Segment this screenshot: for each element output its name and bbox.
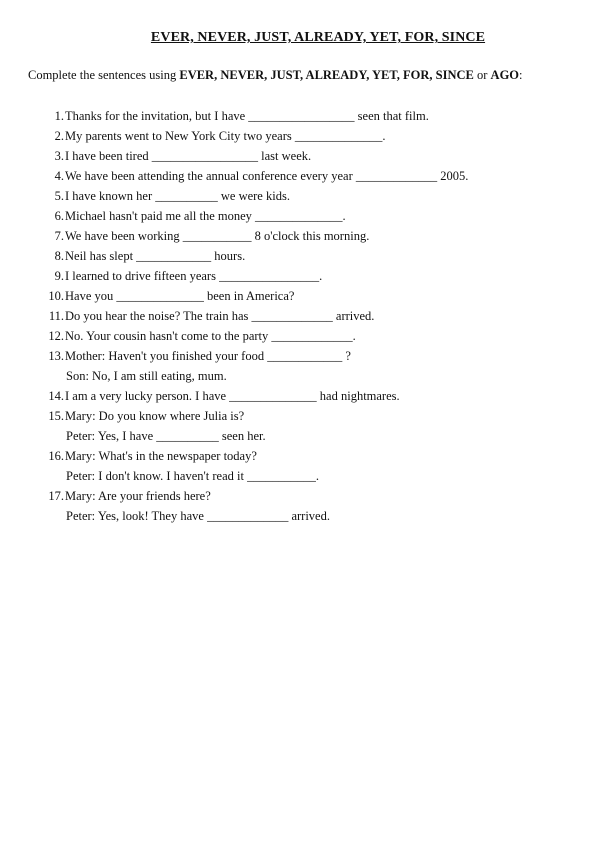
exercise-number: 16. <box>48 449 64 463</box>
exercise-item <box>44 486 564 506</box>
exercise-sentence: Peter: I don't know. I haven't read it ___________. <box>66 469 319 483</box>
exercise-number: 15. <box>48 409 64 423</box>
exercise-number: 8. <box>54 249 64 263</box>
exercise-number: 3. <box>54 149 64 163</box>
exercise-sentence: Do you hear the noise? The train has _____________ arrived. <box>65 309 375 323</box>
exercise-item <box>44 146 564 166</box>
exercise-sentence: Mary: Are your friends here? <box>65 489 211 503</box>
exercise-sentence: No. Your cousin hasn't come to the party _____________. <box>65 329 356 343</box>
exercise-item <box>44 226 564 246</box>
exercise-item-continuation <box>44 426 564 446</box>
exercise-sentence: I have been tired _________________ last week. <box>65 149 312 163</box>
exercise-sentence: We have been working ___________ 8 o'clock this morning. <box>65 229 370 243</box>
exercise-item <box>44 386 564 406</box>
instructions-suffix: : <box>519 68 523 82</box>
exercise-sentence: Have you ______________ been in America? <box>65 289 295 303</box>
exercise-item <box>44 266 564 286</box>
exercise-item <box>44 166 564 186</box>
exercise-number: 14. <box>48 389 64 403</box>
exercise-list <box>44 106 564 526</box>
exercise-sentence: Mary: What's in the newspaper today? <box>65 449 257 463</box>
exercise-item <box>44 406 564 426</box>
exercise-number: 12. <box>48 329 64 343</box>
page-title: EVER, NEVER, JUST, ALREADY, YET, FOR, SINCE <box>150 30 486 45</box>
exercise-number: 9. <box>54 269 64 283</box>
exercise-number: 5. <box>54 189 64 203</box>
exercise-number: 17. <box>48 489 64 503</box>
exercise-number: 7. <box>54 229 64 243</box>
exercise-sentence: I am a very lucky person. I have ______________ had nightmares. <box>65 389 400 403</box>
instructions-connector: or <box>473 68 491 82</box>
exercise-sentence: Thanks for the invitation, but I have _________________ seen that film. <box>65 109 429 123</box>
exercise-item <box>44 306 564 326</box>
exercise-number: 10. <box>48 289 64 303</box>
exercise-item <box>44 346 564 366</box>
exercise-sentence: Michael hasn't paid me all the money ______________. <box>65 209 346 223</box>
instructions-prefix: Complete the sentences using <box>28 68 180 82</box>
exercise-number: 1. <box>54 109 64 123</box>
exercise-number: 4. <box>54 169 64 183</box>
exercise-sentence: Peter: Yes, look! They have _____________ arrived. <box>66 509 330 523</box>
exercise-number: 13. <box>48 349 64 363</box>
instructions <box>28 68 523 83</box>
exercise-sentence: We have been attending the annual conference every year _____________ 2005. <box>65 169 469 183</box>
exercise-sentence: Son: No, I am still eating, mum. <box>66 369 227 383</box>
exercise-item-continuation <box>44 506 564 526</box>
instructions-last-keyword: AGO <box>490 68 520 82</box>
exercise-item-continuation <box>44 366 564 386</box>
exercise-item <box>44 206 564 226</box>
instructions-keywords: EVER, NEVER, JUST, ALREADY, YET, FOR, SINCE <box>179 68 474 82</box>
exercise-number: 6. <box>54 209 64 223</box>
exercise-number: 11. <box>48 309 64 323</box>
exercise-item <box>44 106 564 126</box>
exercise-sentence: Neil has slept ____________ hours. <box>65 249 246 263</box>
exercise-item <box>44 446 564 466</box>
exercise-item-continuation <box>44 466 564 486</box>
exercise-sentence: Mary: Do you know where Julia is? <box>65 409 245 423</box>
exercise-item <box>44 326 564 346</box>
exercise-item <box>44 246 564 266</box>
exercise-sentence: I have known her __________ we were kids. <box>65 189 290 203</box>
exercise-item <box>44 186 564 206</box>
exercise-sentence: Mother: Haven't you finished your food ____________ ? <box>65 349 351 363</box>
exercise-sentence: I learned to drive fifteen years ________________. <box>65 269 323 283</box>
exercise-sentence: Peter: Yes, I have __________ seen her. <box>66 429 266 443</box>
exercise-number: 2. <box>54 129 64 143</box>
exercise-sentence: My parents went to New York City two years ______________. <box>65 129 386 143</box>
exercise-item <box>44 126 564 146</box>
exercise-item <box>44 286 564 306</box>
